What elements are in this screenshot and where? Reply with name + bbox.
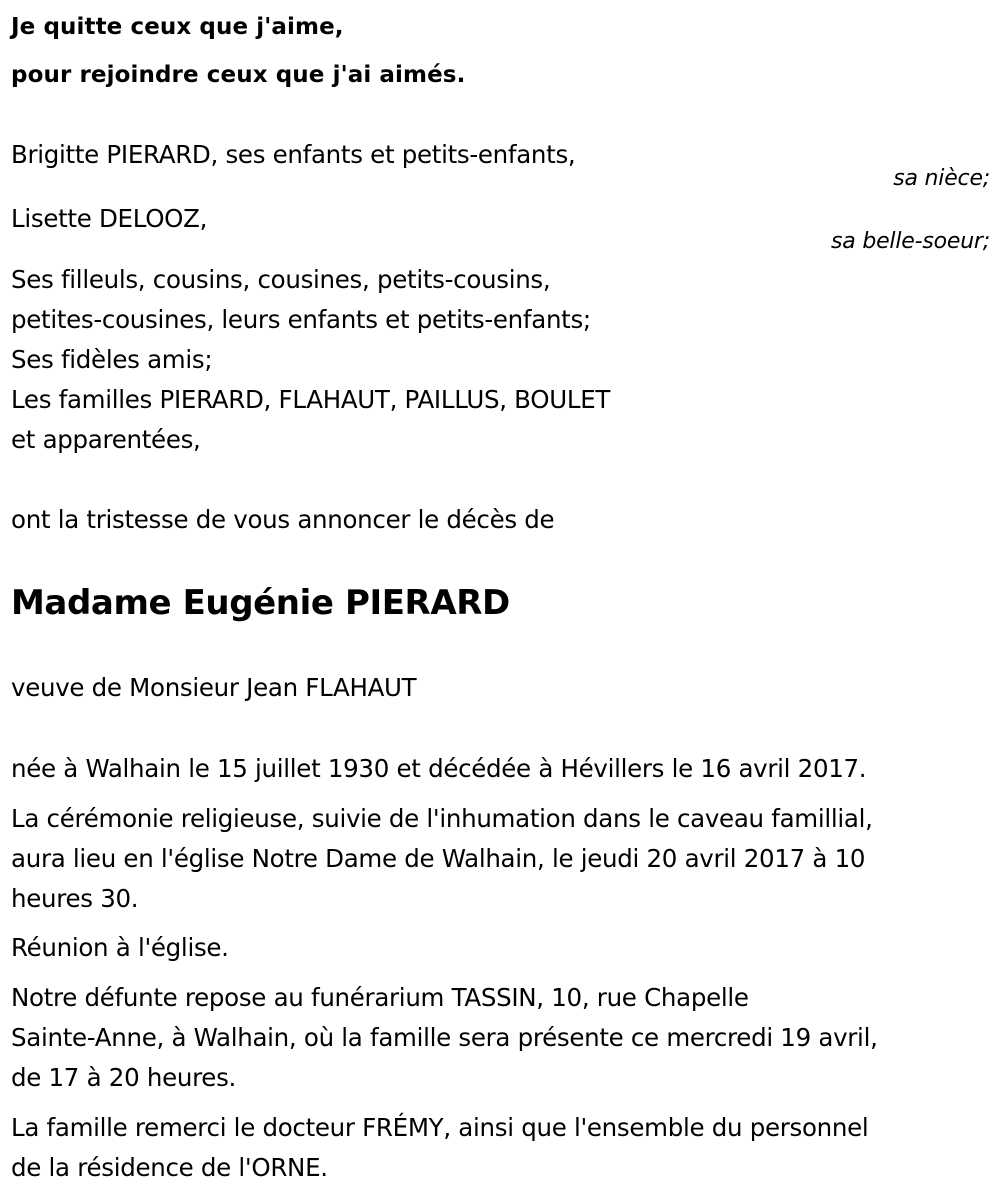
visitation-line: de 17 à 20 heures. — [11, 1063, 237, 1092]
relation-sister-in-law: sa belle-soeur; — [831, 229, 990, 254]
widow-of: veuve de Monsieur Jean FLAHAUT — [11, 673, 417, 702]
family-others-line: Ses fidèles amis; — [11, 345, 213, 374]
family-others-line: Ses filleuls, cousins, cousines, petits-cousins, — [11, 265, 551, 294]
deceased-name: Madame Eugénie PIERARD — [11, 583, 510, 623]
ceremony-line: La cérémonie religieuse, suivie de l'inhumation dans le caveau famillial, — [11, 804, 873, 833]
visitation-line: Notre défunte repose au funérarium TASSIN, 10, rue Chapelle — [11, 983, 749, 1012]
announcement: ont la tristesse de vous annoncer le décès de — [11, 505, 555, 534]
visitation-line: Sainte-Anne, à Walhain, où la famille sera présente ce mercredi 19 avril, — [11, 1023, 878, 1052]
relation-niece: sa nièce; — [893, 166, 990, 191]
family-member-lisette: Lisette DELOOZ, — [11, 204, 208, 233]
family-others-line: Les familles PIERARD, FLAHAUT, PAILLUS, BOULET — [11, 385, 611, 414]
epigraph-line-2: pour rejoindre ceux que j'ai aimés. — [11, 62, 466, 88]
thanks-line: La famille remerci le docteur FRÉMY, ainsi que l'ensemble du personnel — [11, 1113, 869, 1142]
family-member-brigitte: Brigitte PIERARD, ses enfants et petits-enfants, — [11, 140, 576, 169]
family-others-line: et apparentées, — [11, 425, 201, 454]
thanks-line: de la résidence de l'ORNE. — [11, 1153, 328, 1182]
family-others-line: petites-cousines, leurs enfants et petits-enfants; — [11, 305, 591, 334]
meeting-place: Réunion à l'église. — [11, 933, 229, 962]
epigraph-line-1: Je quitte ceux que j'aime, — [11, 14, 344, 40]
ceremony-line: aura lieu en l'église Notre Dame de Walhain, le jeudi 20 avril 2017 à 10 — [11, 844, 866, 873]
birth-death-dates: née à Walhain le 15 juillet 1930 et décédée à Hévillers le 16 avril 2017. — [11, 754, 867, 783]
ceremony-line: heures 30. — [11, 884, 139, 913]
